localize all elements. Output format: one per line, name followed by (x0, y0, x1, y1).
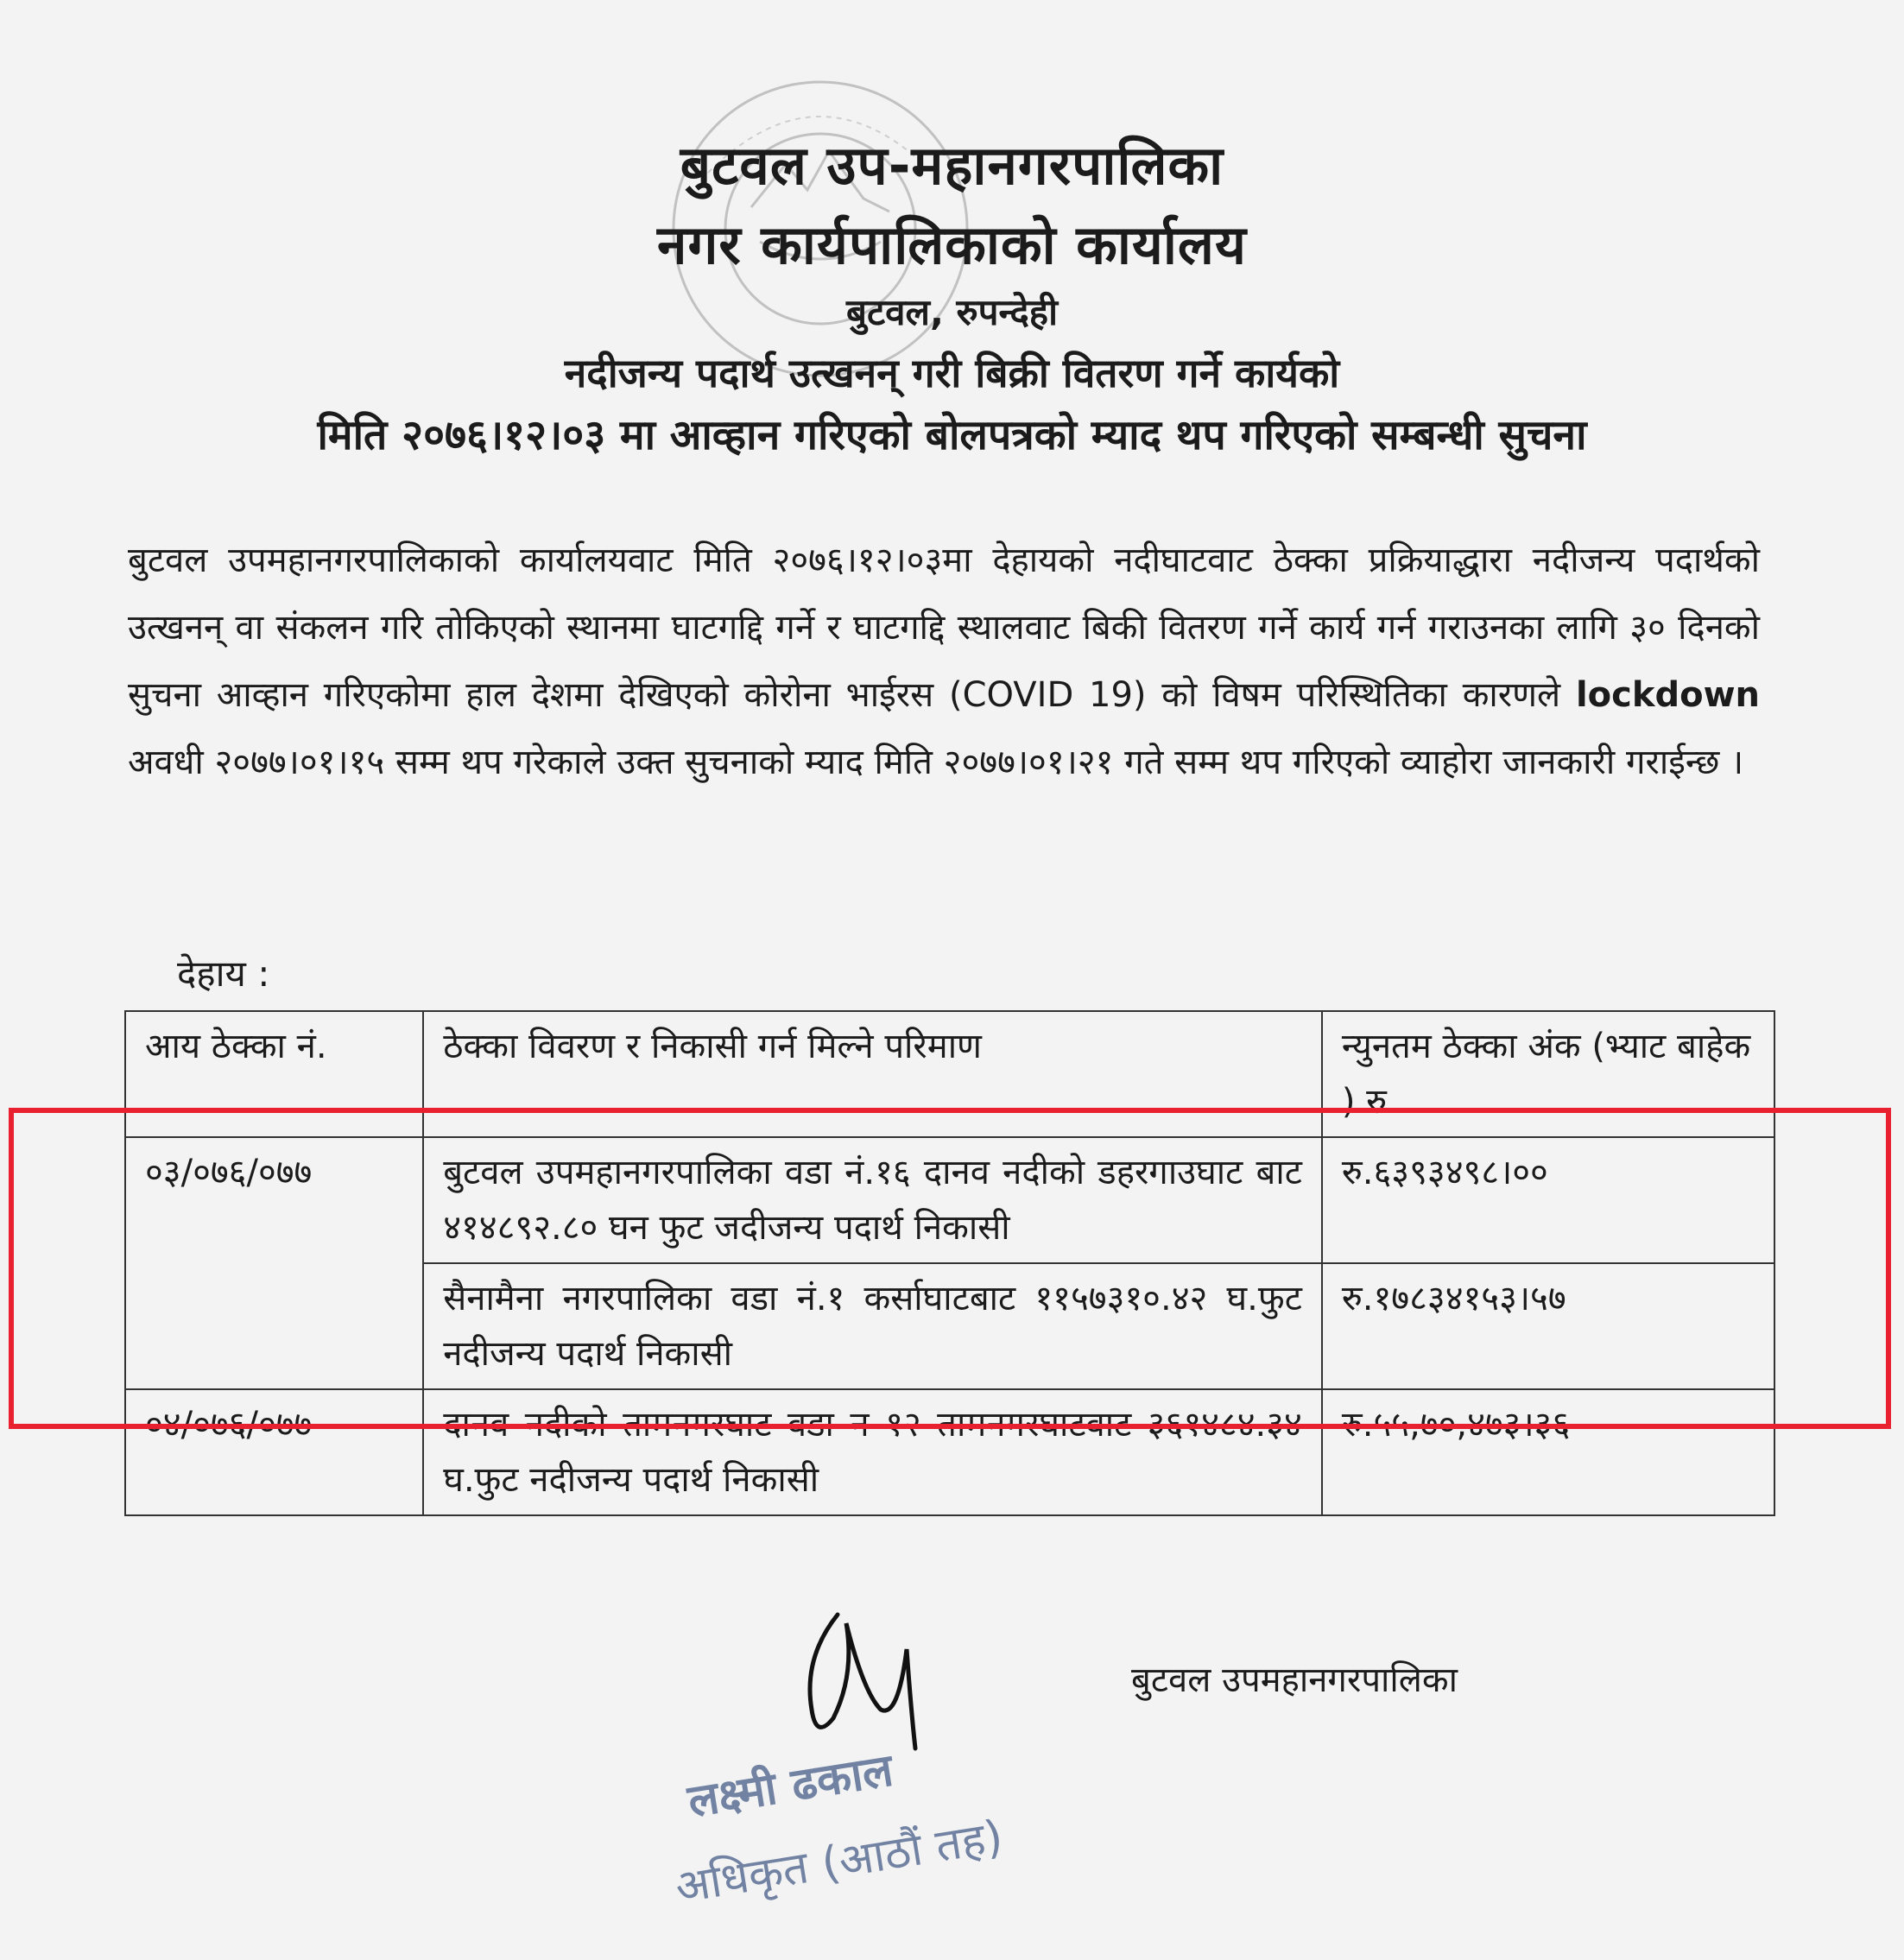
table-row (125, 1389, 1774, 1515)
table-label: देहाय : (177, 952, 270, 995)
row-contract-desc: सैनामैना नगरपालिका वडा नं.१ कर्साघाटबाट ११५७३१०.४२ घ.फुट नदीजन्य पदार्थ निकासी (423, 1263, 1322, 1389)
notice-subject-line1: नदीजन्य पदार्थ उत्खनन् गरी बिक्री वितरण गर्ने कार्यको (564, 350, 1340, 396)
stamp-title: अधिकृत (आठौं तह) (672, 1811, 1007, 1914)
body-part2: अवधी २०७७।०१।१५ सम्म थप गरेकाले उक्त सुचनाको म्याद मिति २०७७।०१।२१ गते सम्म थप गरिएको व्याहोरा जानकारी गराईन्छ । (128, 743, 1744, 782)
contract-table (124, 1010, 1775, 1516)
row-min-amount: रु.५५,७०,४७३।३६ (1322, 1389, 1774, 1515)
header-min-amount: न्युनतम ठेक्का अंक (भ्याट बाहेक ) रु (1322, 1011, 1774, 1137)
municipality-name-heading: बुटवल उप-महानगरपालिका (680, 134, 1224, 197)
notice-subject-line2: मिति २०७६।१२।०३ मा आव्हान गरिएको बोलपत्रको म्याद थप गरिएको सम्बन्धी सुचना (317, 411, 1587, 459)
stamp-name: लक्ष्मी ढकाल (684, 1744, 897, 1829)
table-header-row (125, 1011, 1774, 1137)
row-contract-desc: दानव नदीको तामनगरघाट वडा न १२ तामनगरघाटवाट ३६१४८४.३४ घ.फुट नदीजन्य पदार्थ निकासी (423, 1389, 1322, 1515)
row-min-amount: रु.६३९३४९८।०० (1322, 1137, 1774, 1263)
table-row (125, 1137, 1774, 1263)
body-bold-lockdown: lockdown (1575, 675, 1761, 715)
row-contract-desc: बुटवल उपमहानगरपालिका वडा नं.१६ दानव नदीको डहरगाउघाट बाट ४१४८९२.८० घन फुट जदीजन्य पदार्थ निकासी (423, 1137, 1322, 1263)
body-part1: बुटवल उपमहानगरपालिकाको कार्यालयवाट मिति २०७६।१२।०३मा देहायको नदीघाटवाट ठेक्का प्रक्रियाद्धारा नदीजन्य पदार्थको उत्खनन् वा संकलन गरि तोकिएको स्थानमा घाटगद्दि गर्ने र घाटगद्दि स्थालवाट बिकी वितरण गर्ने कार्य गर्न गराउनका लागि ३० दिनको सुचना आव्हान गरिएकोमा हाल देशमा देखिएको कोरोना भाईरस (COVID 19) को विषम परिस्थितिका कारणले (128, 541, 1760, 715)
signoff-organization: बुटवल उपमहानगरपालिका (1131, 1660, 1458, 1700)
location-subheading: बुटवल, रुपन्देही (846, 291, 1058, 333)
row-min-amount: रु.१७८३४१५३।५७ (1322, 1263, 1774, 1389)
office-name-heading: नगर कार्यपालिकाको कार्यालय (657, 213, 1247, 276)
official-stamp (672, 1714, 1009, 1925)
notice-body-paragraph (128, 527, 1760, 796)
row-contract-no: ०३/०७६/०७७ (125, 1137, 423, 1389)
row-contract-no: ०४/०७६/०७७ (125, 1389, 423, 1515)
header-contract-no: आय ठेक्का नं. (125, 1011, 423, 1137)
header-contract-desc: ठेक्का विवरण र निकासी गर्न मिल्ने परिमाण (423, 1011, 1322, 1137)
